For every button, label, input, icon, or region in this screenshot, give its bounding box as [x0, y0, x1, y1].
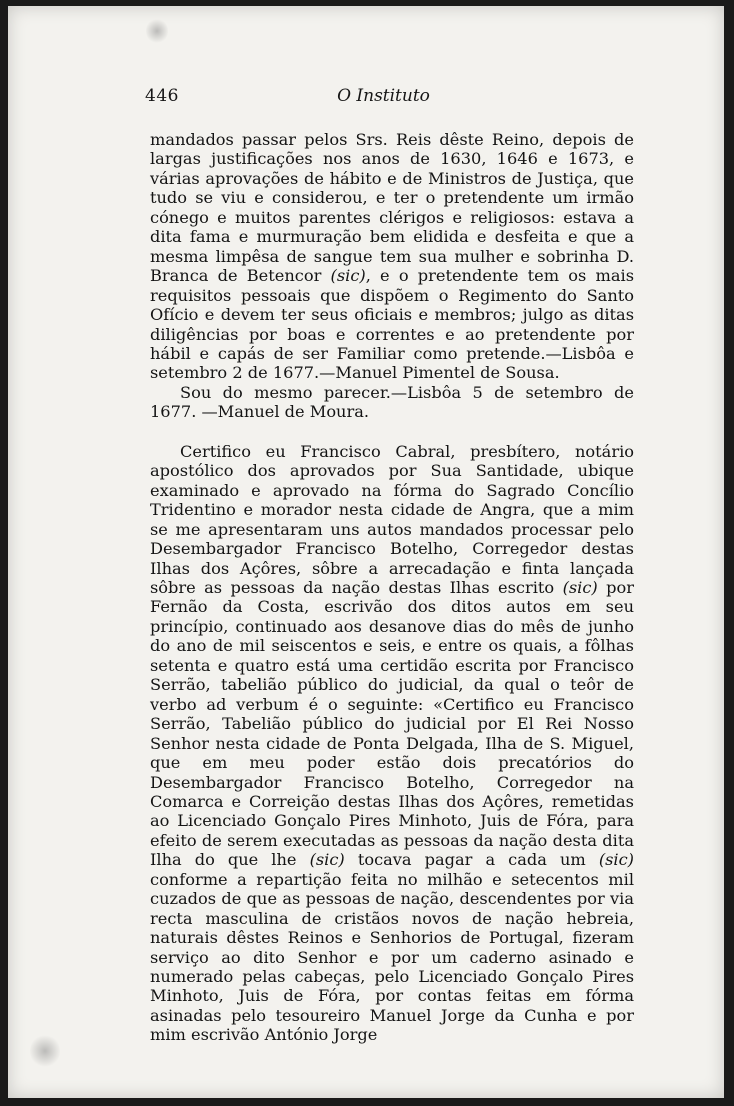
- ink-smudge-bottom: [30, 1034, 60, 1068]
- sic-marker: (sic): [309, 850, 345, 870]
- sic-marker: (sic): [330, 266, 366, 286]
- page-header: [145, 86, 622, 112]
- running-title: O Instituto: [337, 86, 430, 106]
- sic-marker: (sic): [598, 850, 634, 870]
- paragraph-gap: [150, 422, 634, 442]
- sic-marker: (sic): [562, 577, 598, 597]
- paragraph-continuation: mandados passar pelos Srs. Reis dêste Reino, depois de largas justificações nos anos de 1630, 1646 e 1673, e várias aprovações de hábito e de Ministros de Justiça, que tudo se viu e considerou, e ter o pretendente um irmão cónego e muitos parentes clérigos e religiosos: estava a dita fama e murmuração bem elidida e desfeita e que a mesma limpêsa de sangue tem sua mulher e sobrinha D. Branca de Betencor (sic), e o pretendente tem os mais requisitos pessoais que dispõem o Regimento do Santo Ofício e devem ter seus oficiais e membros; julgo as ditas diligências por boas e correntes e ao pretendente por hábil e capás de ser Familiar como pretende.—Lisbôa e setembro 2 de 1677.—Manuel Pimentel de Sousa.: [150, 130, 634, 383]
- body-text: [150, 130, 634, 1045]
- page-number: 446: [145, 86, 179, 106]
- ink-smudge-top: [146, 18, 168, 44]
- paragraph-certificate: Certifico eu Francisco Cabral, presbítero, notário apostólico dos aprovados por Sua Santidade, ubique examinado e aprovado na fórma do Sagrado Concílio Tridentino e morador nesta cidade de Angra, que a mim se me apresentaram uns autos mandados processar pelo Desembargador Francisco Botelho, Corregedor destas Ilhas dos Açôres, sôbre a arrecadação e finta lançada sôbre as pessoas da nação destas Ilhas escrito (sic) por Fernão da Costa, escrivão dos ditos autos em seu princípio, continuado aos desanove dias do mês de junho do ano de mil seiscentos e seis, e entre os quais, a fôlhas setenta e quatro está uma certidão escrita por Francisco Serrão, tabelião público do judicial, da qual o teôr de verbo ad verbum é o seguinte: «Certifico eu Francisco Serrão, Tabelião público do judicial por El Rei Nosso Senhor nesta cidade de Ponta Delgada, Ilha de S. Miguel, que em meu poder estão dois precatórios do Desembargador Francisco Botelho, Corregedor na Comarca e Correição destas Ilhas dos Açôres, remetidas ao Licenciado Gonçalo Pires Minhoto, Juis de Fóra, para efeito de serem executadas as pessoas da nação desta dita Ilha do que lhe (sic) tocava pagar a cada um (sic) conforme a repartição feita no milhão e setecentos mil cuzados de que as pessoas de nação, descendentes por via recta masculina de cristãos novos de nação hebreia, naturais dêstes Reinos e Senhorios de Portugal, fizeram serviço ao dito Senhor e por um caderno asinado e numerado pelas cabeças, pelo Licenciado Gonçalo Pires Minhoto, Juis de Fóra, por contas feitas em fórma asinadas pelo tesoureiro Manuel Jorge da Cunha e por mim escrivão António Jorge: [150, 441, 635, 1045]
- scanned-page: [8, 6, 724, 1098]
- paragraph-concurrence: Sou do mesmo parecer.—Lisbôa 5 de setembro de 1677. —Manuel de Moura.: [150, 382, 634, 422]
